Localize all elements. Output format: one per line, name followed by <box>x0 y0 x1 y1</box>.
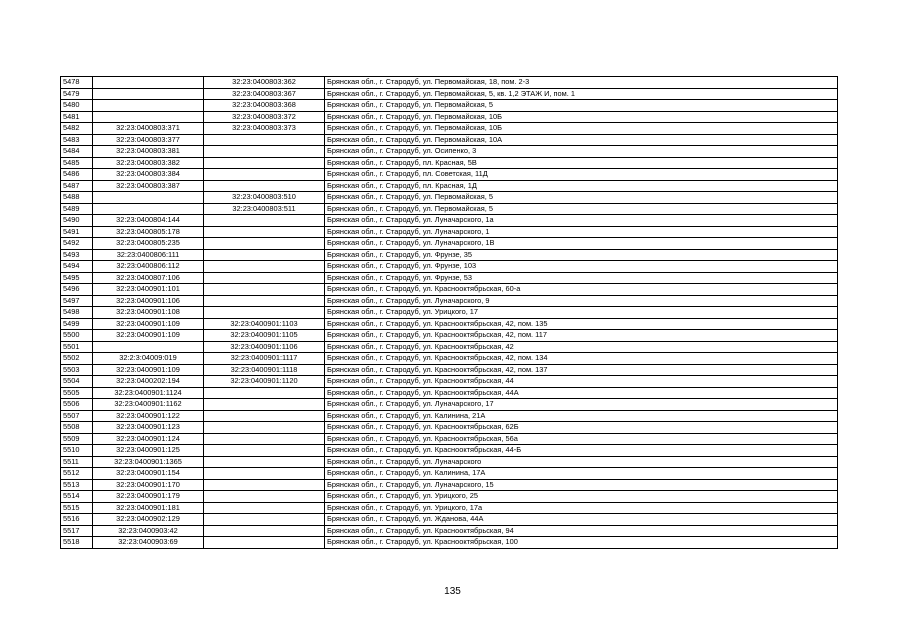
address-cell: Брянская обл., г. Стародуб, ул. Краснооктябрьская, 42, пом. 117 <box>325 330 838 342</box>
object-cadastral-number-cell <box>204 134 325 146</box>
object-cadastral-number-cell: 32:23:0400803:367 <box>204 88 325 100</box>
row-number-cell: 5493 <box>61 249 93 261</box>
row-number-cell: 5499 <box>61 318 93 330</box>
cadastral-number-cell: 32:23:0400901:122 <box>93 410 204 422</box>
address-cell: Брянская обл., г. Стародуб, ул. Краснооктябрьская, 94 <box>325 525 838 537</box>
table-row <box>61 399 838 411</box>
object-cadastral-number-cell <box>204 215 325 227</box>
object-cadastral-number-cell <box>204 226 325 238</box>
table-row <box>61 284 838 296</box>
row-number-cell: 5497 <box>61 295 93 307</box>
table-row <box>61 468 838 480</box>
table-row <box>61 261 838 273</box>
object-cadastral-number-cell <box>204 272 325 284</box>
address-cell: Брянская обл., г. Стародуб, ул. Первомайская, 10Б <box>325 123 838 135</box>
address-cell: Брянская обл., г. Стародуб, ул. Луначарского, 15 <box>325 479 838 491</box>
object-cadastral-number-cell <box>204 249 325 261</box>
cadastral-number-cell: 32:23:0400901:125 <box>93 445 204 457</box>
row-number-cell: 5500 <box>61 330 93 342</box>
address-cell: Брянская обл., г. Стародуб, ул. Луначарского, 1В <box>325 238 838 250</box>
address-cell: Брянская обл., г. Стародуб, ул. Осипенко, 3 <box>325 146 838 158</box>
row-number-cell: 5514 <box>61 491 93 503</box>
cadastral-number-cell: 32:23:0400901:106 <box>93 295 204 307</box>
cadastral-number-cell: 32:2:3:04009:019 <box>93 353 204 365</box>
table-row <box>61 364 838 376</box>
address-cell: Брянская обл., г. Стародуб, ул. Луначарского <box>325 456 838 468</box>
cadastral-number-cell: 32:23:0400901:101 <box>93 284 204 296</box>
cadastral-number-cell <box>93 341 204 353</box>
cadastral-number-cell: 32:23:0400806:112 <box>93 261 204 273</box>
row-number-cell: 5485 <box>61 157 93 169</box>
object-cadastral-number-cell <box>204 525 325 537</box>
address-cell: Брянская обл., г. Стародуб, пл. Красная, 5В <box>325 157 838 169</box>
address-cell: Брянская обл., г. Стародуб, ул. Луначарского, 1а <box>325 215 838 227</box>
row-number-cell: 5506 <box>61 399 93 411</box>
row-number-cell: 5504 <box>61 376 93 388</box>
cadastral-number-cell: 32:23:0400903:42 <box>93 525 204 537</box>
table-row <box>61 537 838 549</box>
table-row <box>61 514 838 526</box>
row-number-cell: 5481 <box>61 111 93 123</box>
row-number-cell: 5509 <box>61 433 93 445</box>
address-cell: Брянская обл., г. Стародуб, ул. Краснооктябрьская, 42, пом. 134 <box>325 353 838 365</box>
object-cadastral-number-cell: 32:23:0400901:1120 <box>204 376 325 388</box>
object-cadastral-number-cell <box>204 410 325 422</box>
object-cadastral-number-cell <box>204 433 325 445</box>
object-cadastral-number-cell: 32:23:0400901:1105 <box>204 330 325 342</box>
object-cadastral-number-cell <box>204 307 325 319</box>
address-cell: Брянская обл., г. Стародуб, ул. Краснооктябрьская, 44 <box>325 376 838 388</box>
object-cadastral-number-cell <box>204 261 325 273</box>
address-cell: Брянская обл., г. Стародуб, ул. Краснооктябрьская, 62Б <box>325 422 838 434</box>
row-number-cell: 5515 <box>61 502 93 514</box>
object-cadastral-number-cell: 32:23:0400901:1118 <box>204 364 325 376</box>
cadastral-number-cell: 32:23:0400901:123 <box>93 422 204 434</box>
object-cadastral-number-cell <box>204 295 325 307</box>
object-cadastral-number-cell <box>204 491 325 503</box>
row-number-cell: 5511 <box>61 456 93 468</box>
object-cadastral-number-cell <box>204 284 325 296</box>
object-cadastral-number-cell <box>204 387 325 399</box>
table-row <box>61 433 838 445</box>
object-cadastral-number-cell <box>204 537 325 549</box>
table-row <box>61 203 838 215</box>
object-cadastral-number-cell <box>204 169 325 181</box>
row-number-cell: 5486 <box>61 169 93 181</box>
table-row <box>61 479 838 491</box>
address-cell: Брянская обл., г. Стародуб, ул. Первомайская, 5, кв. 1,2 ЭТАЖ И, пом. 1 <box>325 88 838 100</box>
cadastral-number-cell: 32:23:0400903:69 <box>93 537 204 549</box>
table-row <box>61 192 838 204</box>
cadastral-number-cell <box>93 88 204 100</box>
row-number-cell: 5491 <box>61 226 93 238</box>
table-row <box>61 157 838 169</box>
row-number-cell: 5505 <box>61 387 93 399</box>
address-cell: Брянская обл., г. Стародуб, ул. Первомайская, 5 <box>325 100 838 112</box>
table-row <box>61 111 838 123</box>
row-number-cell: 5492 <box>61 238 93 250</box>
table-row <box>61 215 838 227</box>
row-number-cell: 5516 <box>61 514 93 526</box>
object-cadastral-number-cell <box>204 445 325 457</box>
table-row <box>61 353 838 365</box>
row-number-cell: 5484 <box>61 146 93 158</box>
object-cadastral-number-cell <box>204 157 325 169</box>
row-number-cell: 5495 <box>61 272 93 284</box>
row-number-cell: 5487 <box>61 180 93 192</box>
property-registry-table <box>60 76 838 549</box>
row-number-cell: 5502 <box>61 353 93 365</box>
row-number-cell: 5488 <box>61 192 93 204</box>
cadastral-number-cell: 32:23:0400807:106 <box>93 272 204 284</box>
cadastral-number-cell: 32:23:0400803:371 <box>93 123 204 135</box>
cadastral-number-cell: 32:23:0400805:178 <box>93 226 204 238</box>
cadastral-number-cell: 32:23:0400806:111 <box>93 249 204 261</box>
registry-table-body <box>61 77 838 549</box>
row-number-cell: 5517 <box>61 525 93 537</box>
row-number-cell: 5494 <box>61 261 93 273</box>
row-number-cell: 5508 <box>61 422 93 434</box>
row-number-cell: 5503 <box>61 364 93 376</box>
cadastral-number-cell: 32:23:0400803:381 <box>93 146 204 158</box>
table-row <box>61 295 838 307</box>
object-cadastral-number-cell <box>204 180 325 192</box>
row-number-cell: 5483 <box>61 134 93 146</box>
address-cell: Брянская обл., г. Стародуб, ул. Краснооктябрьская, 42, пом. 135 <box>325 318 838 330</box>
address-cell: Брянская обл., г. Стародуб, ул. Краснооктябрьская, 44А <box>325 387 838 399</box>
address-cell: Брянская обл., г. Стародуб, ул. Первомайская, 5 <box>325 203 838 215</box>
row-number-cell: 5478 <box>61 77 93 89</box>
address-cell: Брянская обл., г. Стародуб, ул. Краснооктябрьская, 100 <box>325 537 838 549</box>
address-cell: Брянская обл., г. Стародуб, ул. Луначарского, 9 <box>325 295 838 307</box>
cadastral-number-cell: 32:23:0400805:235 <box>93 238 204 250</box>
row-number-cell: 5479 <box>61 88 93 100</box>
cadastral-number-cell <box>93 100 204 112</box>
address-cell: Брянская обл., г. Стародуб, пл. Советская, 11Д <box>325 169 838 181</box>
table-row <box>61 410 838 422</box>
cadastral-number-cell <box>93 203 204 215</box>
cadastral-number-cell <box>93 77 204 89</box>
row-number-cell: 5498 <box>61 307 93 319</box>
table-row <box>61 134 838 146</box>
address-cell: Брянская обл., г. Стародуб, ул. Калинина, 17А <box>325 468 838 480</box>
address-cell: Брянская обл., г. Стародуб, ул. Краснооктябрьская, 44-Б <box>325 445 838 457</box>
address-cell: Брянская обл., г. Стародуб, ул. Урицкого, 25 <box>325 491 838 503</box>
object-cadastral-number-cell <box>204 146 325 158</box>
row-number-cell: 5482 <box>61 123 93 135</box>
row-number-cell: 5510 <box>61 445 93 457</box>
table-row <box>61 249 838 261</box>
table-row <box>61 307 838 319</box>
table-row <box>61 330 838 342</box>
object-cadastral-number-cell <box>204 422 325 434</box>
object-cadastral-number-cell: 32:23:0400803:373 <box>204 123 325 135</box>
cadastral-number-cell: 32:23:0400901:181 <box>93 502 204 514</box>
address-cell: Брянская обл., г. Стародуб, ул. Первомайская, 10А <box>325 134 838 146</box>
row-number-cell: 5507 <box>61 410 93 422</box>
address-cell: Брянская обл., г. Стародуб, ул. Первомайская, 10Б <box>325 111 838 123</box>
address-cell: Брянская обл., г. Стародуб, ул. Фрунзе, 103 <box>325 261 838 273</box>
cadastral-number-cell: 32:23:0400803:387 <box>93 180 204 192</box>
row-number-cell: 5496 <box>61 284 93 296</box>
cadastral-number-cell: 32:23:0400901:1162 <box>93 399 204 411</box>
table-row <box>61 376 838 388</box>
cadastral-number-cell <box>93 111 204 123</box>
cadastral-number-cell: 32:23:0400901:124 <box>93 433 204 445</box>
address-cell: Брянская обл., г. Стародуб, ул. Краснооктябрьская, 60-а <box>325 284 838 296</box>
cadastral-number-cell: 32:23:0400901:154 <box>93 468 204 480</box>
table-row <box>61 341 838 353</box>
object-cadastral-number-cell <box>204 479 325 491</box>
table-row <box>61 272 838 284</box>
address-cell: Брянская обл., г. Стародуб, ул. Краснооктябрьская, 42 <box>325 341 838 353</box>
address-cell: Брянская обл., г. Стародуб, ул. Первомайская, 5 <box>325 192 838 204</box>
cadastral-number-cell: 32:23:0400803:382 <box>93 157 204 169</box>
object-cadastral-number-cell <box>204 514 325 526</box>
cadastral-number-cell: 32:23:0400901:109 <box>93 318 204 330</box>
row-number-cell: 5518 <box>61 537 93 549</box>
row-number-cell: 5490 <box>61 215 93 227</box>
table-row <box>61 456 838 468</box>
address-cell: Брянская обл., г. Стародуб, ул. Фрунзе, 35 <box>325 249 838 261</box>
cadastral-number-cell: 32:23:0400901:109 <box>93 364 204 376</box>
address-cell: Брянская обл., г. Стародуб, ул. Первомайская, 18, пом. 2-3 <box>325 77 838 89</box>
object-cadastral-number-cell: 32:23:0400803:510 <box>204 192 325 204</box>
object-cadastral-number-cell: 32:23:0400901:1106 <box>204 341 325 353</box>
object-cadastral-number-cell: 32:23:0400901:1117 <box>204 353 325 365</box>
row-number-cell: 5489 <box>61 203 93 215</box>
table-row <box>61 180 838 192</box>
table-row <box>61 445 838 457</box>
cadastral-number-cell: 32:23:0400804:144 <box>93 215 204 227</box>
object-cadastral-number-cell <box>204 456 325 468</box>
object-cadastral-number-cell: 32:23:0400803:368 <box>204 100 325 112</box>
table-row <box>61 146 838 158</box>
cadastral-number-cell: 32:23:0400901:109 <box>93 330 204 342</box>
address-cell: Брянская обл., г. Стародуб, ул. Фрунзе, 53 <box>325 272 838 284</box>
table-row <box>61 422 838 434</box>
object-cadastral-number-cell: 32:23:0400803:511 <box>204 203 325 215</box>
object-cadastral-number-cell <box>204 238 325 250</box>
cadastral-number-cell: 32:23:0400902:129 <box>93 514 204 526</box>
cadastral-number-cell: 32:23:0400901:108 <box>93 307 204 319</box>
table-row <box>61 491 838 503</box>
table-row <box>61 169 838 181</box>
table-row <box>61 77 838 89</box>
object-cadastral-number-cell: 32:23:0400901:1103 <box>204 318 325 330</box>
address-cell: Брянская обл., г. Стародуб, ул. Урицкого, 17а <box>325 502 838 514</box>
table-row <box>61 502 838 514</box>
row-number-cell: 5512 <box>61 468 93 480</box>
row-number-cell: 5513 <box>61 479 93 491</box>
cadastral-number-cell: 32:23:0400901:1124 <box>93 387 204 399</box>
object-cadastral-number-cell: 32:23:0400803:372 <box>204 111 325 123</box>
table-row <box>61 123 838 135</box>
address-cell: Брянская обл., г. Стародуб, ул. Луначарского, 1 <box>325 226 838 238</box>
page-number: 135 <box>444 586 461 597</box>
cadastral-number-cell: 32:23:0400803:377 <box>93 134 204 146</box>
table-row <box>61 238 838 250</box>
cadastral-number-cell: 32:23:0400803:384 <box>93 169 204 181</box>
table-row <box>61 88 838 100</box>
address-cell: Брянская обл., г. Стародуб, ул. Жданова, 44А <box>325 514 838 526</box>
row-number-cell: 5501 <box>61 341 93 353</box>
address-cell: Брянская обл., г. Стародуб, ул. Луначарского, 17 <box>325 399 838 411</box>
table-row <box>61 318 838 330</box>
row-number-cell: 5480 <box>61 100 93 112</box>
object-cadastral-number-cell <box>204 399 325 411</box>
table-row <box>61 525 838 537</box>
address-cell: Брянская обл., г. Стародуб, ул. Краснооктябрьская, 56а <box>325 433 838 445</box>
table-row <box>61 226 838 238</box>
table-row <box>61 387 838 399</box>
cadastral-number-cell: 32:23:0400901:179 <box>93 491 204 503</box>
address-cell: Брянская обл., г. Стародуб, ул. Урицкого, 17 <box>325 307 838 319</box>
address-cell: Брянская обл., г. Стародуб, ул. Краснооктябрьская, 42, пом. 137 <box>325 364 838 376</box>
cadastral-number-cell <box>93 192 204 204</box>
cadastral-number-cell: 32:23:0400202:194 <box>93 376 204 388</box>
cadastral-number-cell: 32:23:0400901:170 <box>93 479 204 491</box>
table-row <box>61 100 838 112</box>
object-cadastral-number-cell <box>204 502 325 514</box>
object-cadastral-number-cell <box>204 468 325 480</box>
address-cell: Брянская обл., г. Стародуб, пл. Красная, 1Д <box>325 180 838 192</box>
address-cell: Брянская обл., г. Стародуб, ул. Калинина, 21А <box>325 410 838 422</box>
cadastral-number-cell: 32:23:0400901:1365 <box>93 456 204 468</box>
object-cadastral-number-cell: 32:23:0400803:362 <box>204 77 325 89</box>
